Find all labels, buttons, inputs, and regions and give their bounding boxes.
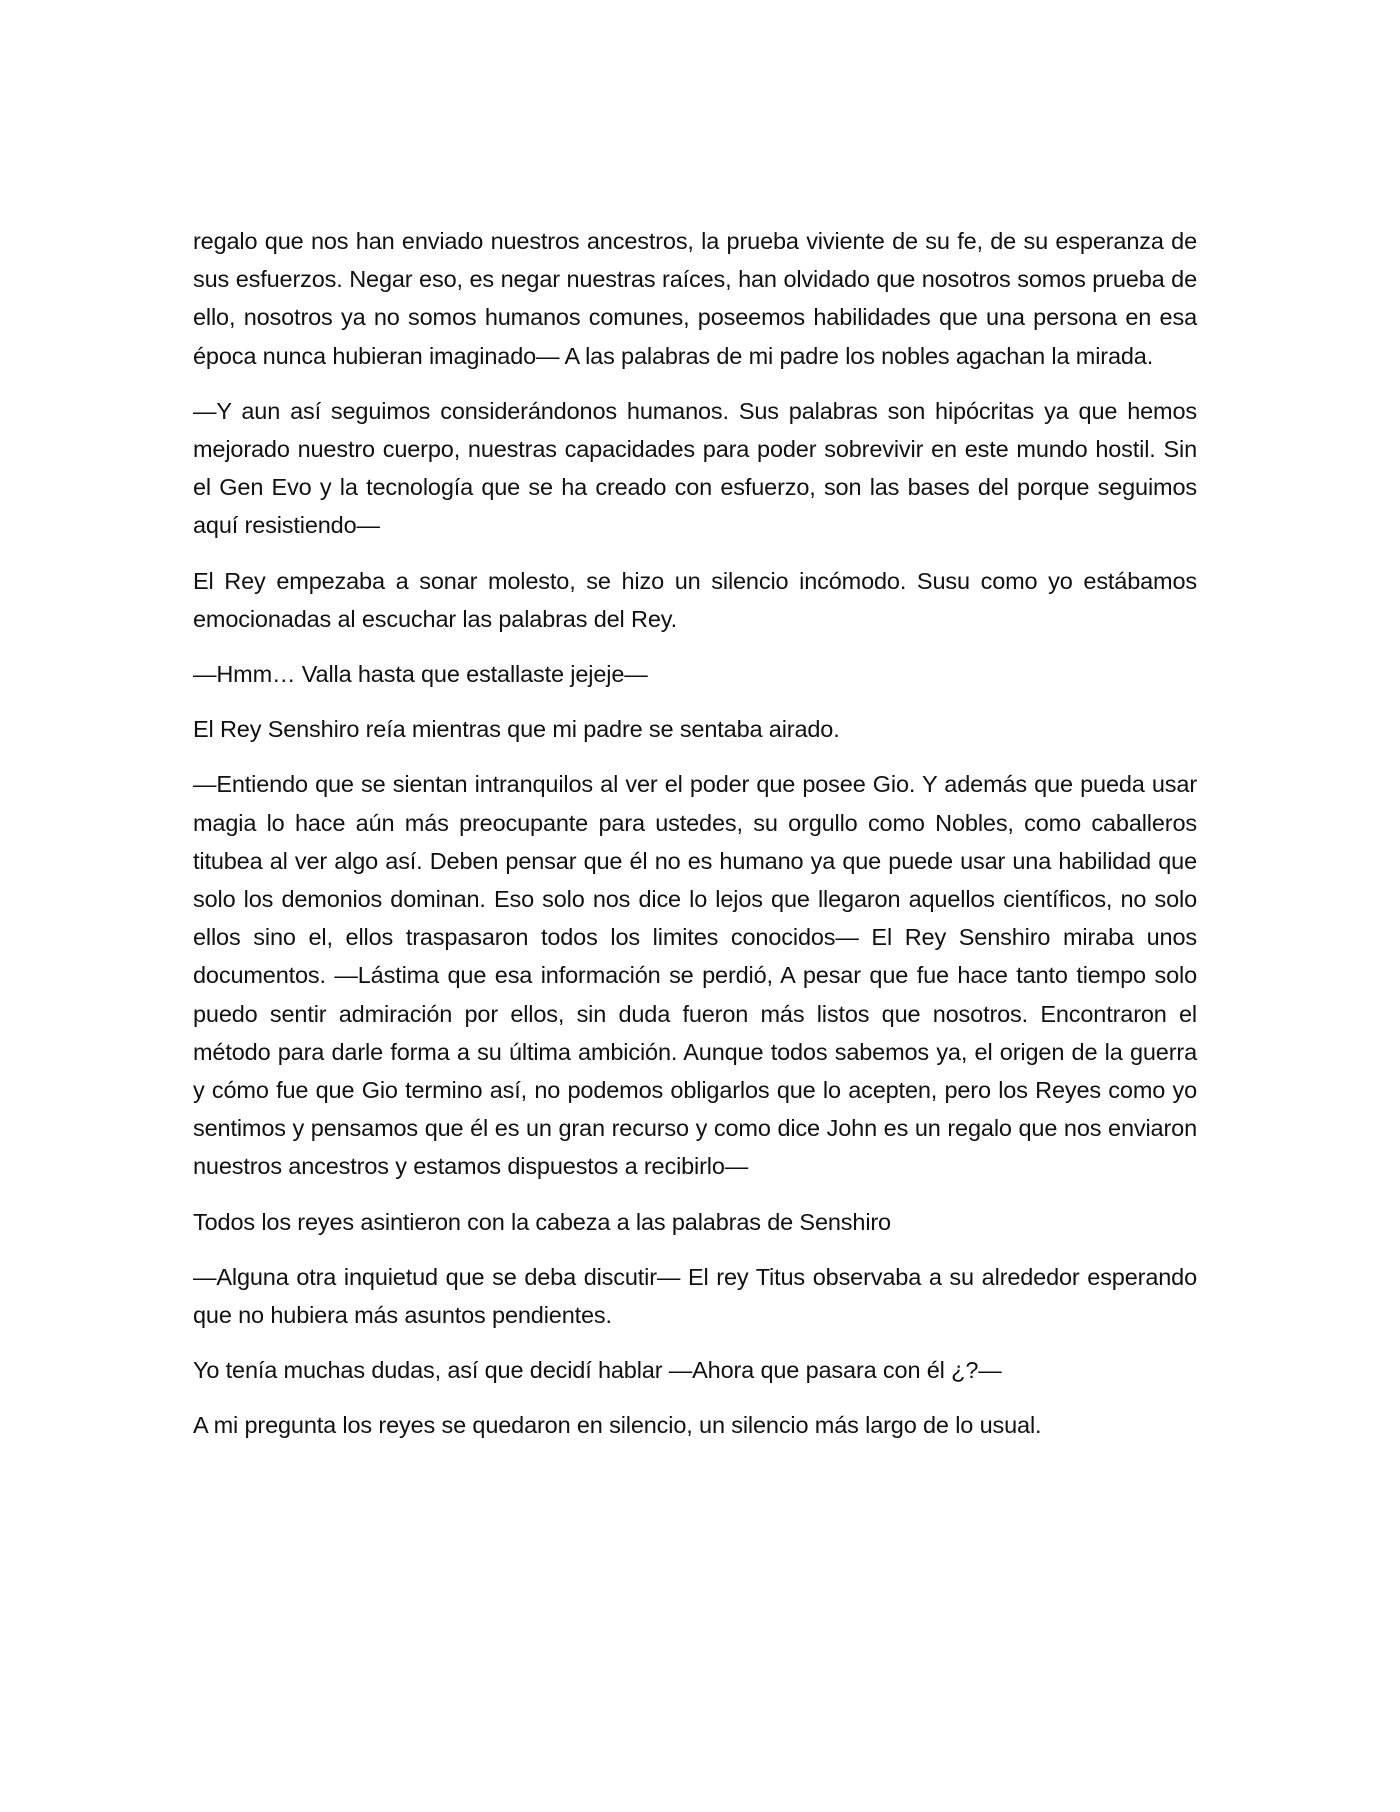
paragraph-8: —Alguna otra inquietud que se deba discutir— El rey Titus observaba a su alrededor esperando que no hubiera más asuntos pendientes. [193, 1263, 1197, 1329]
paragraph-4: —Hmm… Valla hasta que estallaste jejeje— [193, 661, 648, 688]
paragraph-7: Todos los reyes asintieron con la cabeza a las palabras de Senshiro [193, 1208, 891, 1235]
paragraph-6: —Entiendo que se sientan intranquilos al ver el poder que posee Gio. Y además que pueda usar magia lo hace aún más preocupante para ustedes, su orgullo como Nobles, como caballeros titubea al ver algo así. Deben pensar que él no es humano ya que puede usar una habilidad que solo los demonios dominan. Eso solo nos dice lo lejos que llegaron aquellos científicos, no solo ellos sino el, ellos traspasaron todos los limites conocidos— El Rey Senshiro miraba unos documentos. —Lástima que esa información se perdió, A pesar que fue hace tanto tiempo solo puedo sentir admiración por ellos, sin duda fueron más listos que nosotros. Encontraron el método para darle forma a su última ambición. Aunque todos sabemos ya, el origen de la guerra y cómo fue que Gio termino así, no podemos obligarlos que lo acepten, pero los Reyes como yo sentimos y pensamos que él es un gran recurso y como dice John es un regalo que nos enviaron nuestros ancestros y estamos dispuestos a recibirlo— [193, 771, 1197, 1180]
paragraph-2: —Y aun así seguimos considerándonos humanos. Sus palabras son hipócritas ya que hemos mejorado nuestro cuerpo, nuestras capacidades para poder sobrevivir en este mundo hostil. Sin el Gen Evo y la tecnología que se ha creado con esfuerzo, son las bases del porque seguimos aquí resistiendo— [193, 397, 1197, 539]
document-body [193, 222, 1197, 1462]
paragraph-9: Yo tenía muchas dudas, así que decidí hablar —Ahora que pasara con él ¿?— [193, 1357, 1002, 1384]
paragraph-1: regalo que nos han enviado nuestros ancestros, la prueba viviente de su fe, de su esperanza de sus esfuerzos. Negar eso, es negar nuestras raíces, han olvidado que nosotros somos prueba de ello, nosotros ya no somos humanos comunes, poseemos habilidades que una persona en esa época nunca hubieran imaginado— A las palabras de mi padre los nobles agachan la mirada. [193, 228, 1197, 369]
paragraph-3: El Rey empezaba a sonar molesto, se hizo un silencio incómodo. Susu como yo estábamos emocionadas al escuchar las palabras del Rey. [193, 567, 1197, 632]
paragraph-5: El Rey Senshiro reía mientras que mi padre se sentaba airado. [193, 716, 840, 743]
paragraph-10: A mi pregunta los reyes se quedaron en silencio, un silencio más largo de lo usual. [193, 1412, 1042, 1439]
